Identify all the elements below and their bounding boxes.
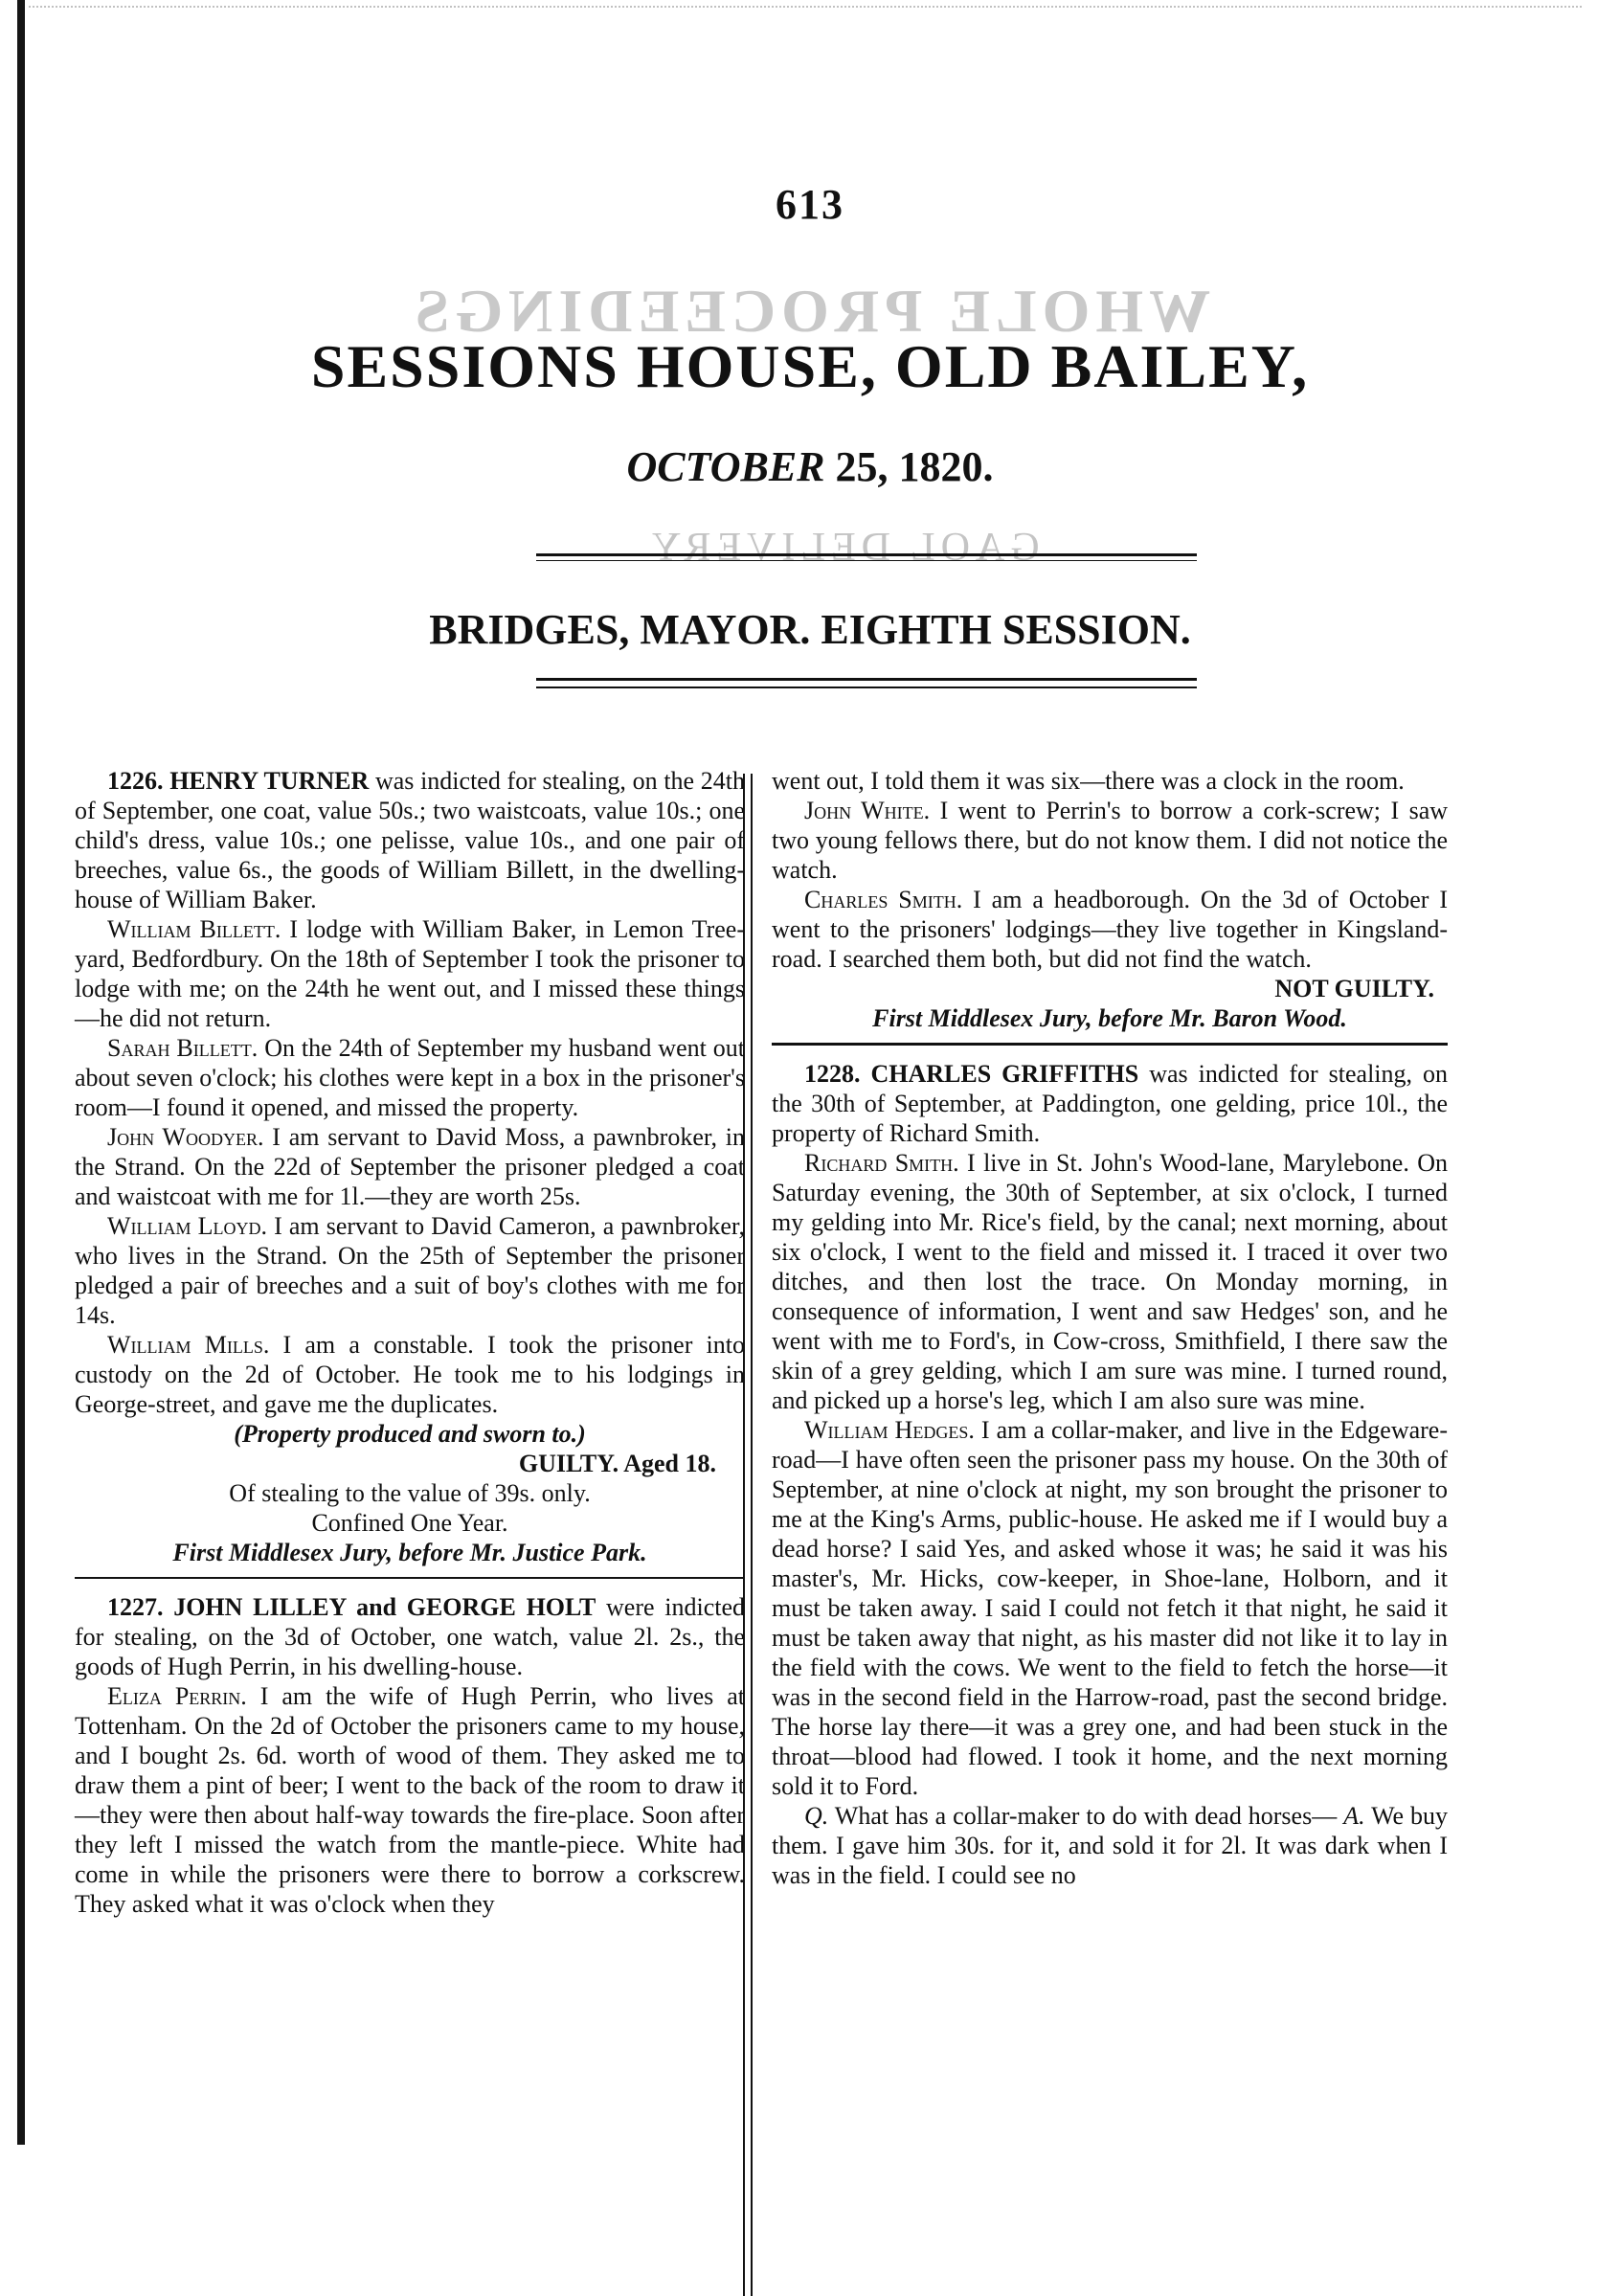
testimony [75, 1681, 745, 1919]
case-1228 [772, 1059, 1448, 1148]
indictment-text: were indicted for stealing, on the 3d of October, one watch, value 2l. 2s., the goods of Hugh Perrin, in his dwelling-house. [75, 1593, 745, 1680]
witness-name: John Woodyer. [107, 1123, 264, 1151]
left-column [75, 766, 745, 1919]
case-1227 [75, 1592, 745, 1681]
testimony [75, 1033, 745, 1122]
witness-name: John White. [804, 797, 931, 824]
testimony [75, 1330, 745, 1419]
testimony [772, 1415, 1448, 1801]
witness-name: Sarah Billett. [107, 1034, 259, 1062]
header-rule-bottom [536, 678, 1197, 688]
property-note: (Property produced and sworn to.) [234, 1420, 586, 1448]
header-rule-top [536, 553, 1197, 561]
testimony-text: I am servant to David Moss, a pawnbroker, in the Strand. On the 22d of September the prisoner pledged a coat and waistcoat with me for 1l.—they are worth 25s. [75, 1123, 746, 1210]
page-number: 613 [776, 181, 844, 228]
witness-name: Eliza Perrin. [107, 1682, 247, 1710]
indictment-text: was indicted for stealing, on the 24th of September, one coat, value 50s.; two waistcoats, value 10s.; one child's dress, value 10s.; one pelisse, value 10s., and one pair of breeches, value 6s., the goods of William Billett, in the dwelling-house of William Baker. [75, 767, 746, 913]
bleed-through-title: WHOLE PROCEEDINGS [409, 277, 1211, 345]
case-separator [772, 1043, 1448, 1046]
jury-line: First Middlesex Jury, before Mr. Justice Park. [172, 1539, 647, 1566]
testimony-continued: went out, I told them it was six—there was a clock in the room. [772, 767, 1405, 795]
testimony [75, 914, 745, 1033]
question [772, 1801, 1448, 1890]
jury-line: First Middlesex Jury, before Mr. Baron Wood. [872, 1004, 1347, 1032]
testimony [772, 1148, 1448, 1415]
right-column [772, 766, 1448, 1890]
testimony-text: On the 24th of September my husband went out about seven o'clock; his clothes were kept in a box in the prisoner's room—I found it opened, and missed the property. [75, 1034, 746, 1121]
session-heading: BRIDGES, MAYOR. EIGHTH SESSION. [429, 606, 1191, 653]
witness-name: Charles Smith. [804, 886, 963, 913]
question-text: What has a collar-maker to do with dead horses— [834, 1802, 1338, 1830]
indictment-text: was indicted for stealing, on the 30th of September, at Paddington, one gelding, price 10l., the property of Richard Smith. [772, 1060, 1448, 1147]
testimony [772, 796, 1448, 885]
page-title: SESSIONS HOUSE, OLD BAILEY, [310, 332, 1310, 400]
bleed-through-delivery: GAOL DELIVERY [645, 526, 1040, 570]
question-label: Q. [804, 1802, 829, 1830]
verdict: NOT GUILTY. [1274, 975, 1434, 1002]
testimony-text: I am a headborough. On the 3d of October I went to the prisoners' lodgings—they live together in Kingsland-road. I searched them both, but did not find the watch. [772, 886, 1448, 973]
defendant-name: JOHN LILLEY and GEORGE HOLT [173, 1593, 596, 1621]
testimony [772, 885, 1448, 974]
witness-name: Richard Smith. [804, 1149, 959, 1177]
date-rest: 25, 1820. [835, 443, 994, 490]
case-1226 [75, 766, 745, 914]
sentence: Confined One Year. [311, 1509, 508, 1537]
defendant-name: HENRY TURNER [169, 767, 370, 795]
testimony [75, 1122, 745, 1211]
testimony-text: I live in St. John's Wood-lane, Marylebone. On Saturday evening, the 30th of September, at six o'clock, I turned my gelding into Mr. Rice's field, by the canal; next morning, about six o'clock, I went to the field and missed it. I traced it over two ditches, and then lost the trace. On Monday morning, in consequence of information, I went and saw Hedges' son, and he went with me to Ford's, in Cow-cross, Smithfield, I there saw the skin of a grey gelding, which I am sure was mine. I turned round, and picked up a horse's leg, which I am also sure was mine. [772, 1149, 1448, 1414]
testimony-text: I am servant to David Cameron, a pawnbroker, who lives in the Strand. On the 25th of September the prisoner pledged a pair of breeches and a suit of boy's clothes with me for 14s. [75, 1212, 745, 1329]
answer-label: A. [1343, 1802, 1365, 1830]
page-top-edge [29, 6, 1582, 21]
testimony-text: I am a constable. I took the prisoner into custody on the 2d of October. He took me to his lodgings in George-street, and gave me the duplicates. [75, 1331, 745, 1418]
witness-name: William Billett. [107, 915, 281, 943]
witness-name: William Mills. [107, 1331, 270, 1359]
verdict: GUILTY. Aged 18. [518, 1450, 716, 1477]
testimony-text: I went to Perrin's to borrow a cork-screw; I saw two young fellows there, but do not know them. I did not notice the watch. [772, 797, 1449, 884]
date-month: OCTOBER [626, 443, 825, 490]
session-date [0, 442, 1620, 491]
witness-name: William Lloyd. [107, 1212, 267, 1240]
case-number: 1226. [107, 767, 164, 795]
stealing-note: Of stealing to the value of 39s. only. [229, 1479, 591, 1507]
testimony-text: I lodge with William Baker, in Lemon Tree-yard, Bedfordbury. On the 18th of September I took the prisoner to lodge with me; on the 24th he went out, and I missed these things—he did not return. [75, 915, 746, 1032]
testimony [75, 1211, 745, 1330]
defendant-name: CHARLES GRIFFITHS [870, 1060, 1139, 1088]
case-separator [75, 1577, 745, 1579]
testimony-text: I am the wife of Hugh Perrin, who lives at Tottenham. On the 2d of October the prisoners came to my house, and I bought 2s. 6d. worth of wood of them. They asked me to draw them a pint of beer; I went to the back of the room to draw it—they were then about half-way towards the fire-place. Soon after they left I missed the watch from the mantle-piece. White had come in while the prisoners were there to borrow a corkscrew. They asked what it was o'clock when they [75, 1682, 745, 1918]
testimony-text: I am a collar-maker, and live in the Edgeware-road—I have often seen the prisoner pass my house. On the 30th of September, at nine o'clock at night, my son brought the prisoner to me at the King's Arms, public-house. He asked me if I would buy a dead horse? I said Yes, and asked whose it was; he said it was his master's, Mr. Hicks, cow-keeper, in Shoe-lane, Holborn, and it must be taken away. I said I could not fetch it that night, he said it must be taken away that night, as his master did not like it to lay in the field with the cows. We went to the field to fetch the horse—it was in the second field in the Harrow-road, past the second bridge. The horse lay there—it was a grey one, and had been stuck in the throat—blood had flowed. I took it home, and the next morning sold it to Ford. [772, 1416, 1448, 1800]
case-number: 1228. [804, 1060, 861, 1088]
witness-name: William Hedges. [804, 1416, 975, 1444]
case-number: 1227. [107, 1593, 164, 1621]
answer-text: We buy them. I gave him 30s. for it, and sold it for 2l. It was dark when I was in the field. I could see no [772, 1802, 1449, 1889]
